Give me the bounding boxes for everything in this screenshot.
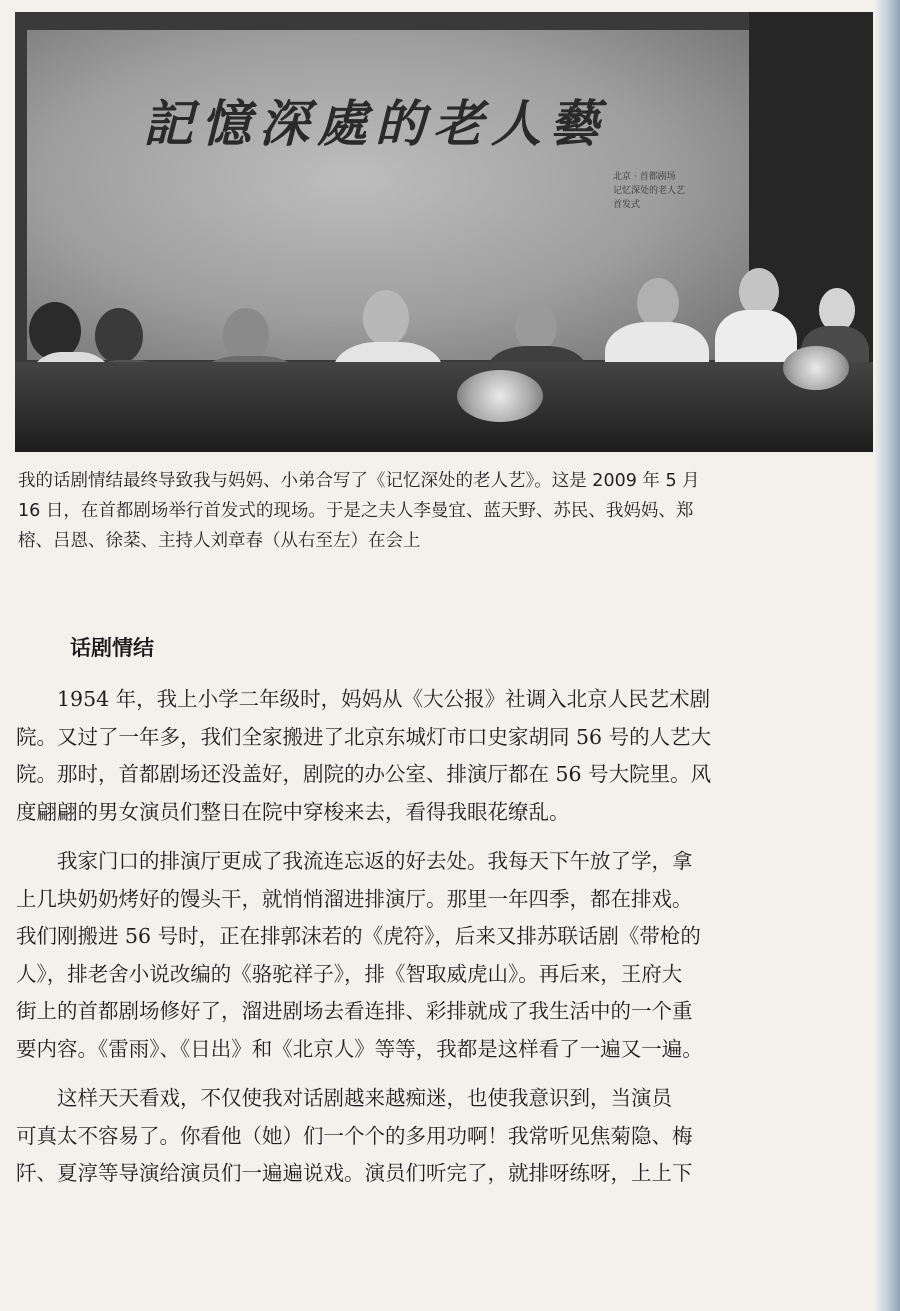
paragraph (16, 1080, 882, 1193)
text-line: 院。又过了一年多，我们全家搬进了北京东城灯市口史家胡同 56 号的人艺大 (16, 724, 712, 749)
photo-head-table (15, 362, 873, 452)
paragraph-gap (16, 831, 882, 843)
photo-banner-title: 記憶深處的老人藝 (143, 94, 607, 153)
banner-small-line: 北京 · 首都剧场 (613, 172, 676, 182)
text-line: 我家门口的排演厅更成了我流连忘返的好去处。我每天下午放了学，拿 (16, 849, 693, 873)
paragraph (16, 681, 882, 831)
photo-flower-arrangement (783, 346, 849, 390)
text-line: 街上的首都剧场修好了，溜进剧场去看连排、彩排就成了我生活中的一个重 (16, 999, 693, 1023)
text-line: 阡、夏淳等导演给演员们一遍遍说戏。演员们听完了，就排呀练呀，上上下 (16, 1161, 693, 1185)
text-line: 院。那时，首都剧场还没盖好，剧院的办公室、排演厅都在 56 号大院里。风 (16, 762, 712, 786)
text-line: 人》，排老舍小说改编的《骆驼祥子》，排《智取威虎山》。再后来，王府大 (16, 961, 683, 986)
banner-small-line: 首发式 (613, 200, 641, 210)
caption-line: 16 日，在首都剧场举行首发式的现场。于是之夫人李曼宜、蓝天野、苏民、我妈妈、郑 (18, 501, 694, 521)
text-line: 1954 年，我上小学二年级时，妈妈从《大公报》社调入北京人民艺术剧 (16, 687, 711, 711)
text-line: 上几块奶奶烤好的馒头干，就悄悄溜进排演厅。那里一年四季，都在排戏。 (16, 886, 693, 911)
text-line: 度翩翩的男女演员们整日在院中穿梭来去，看得我眼花缭乱。 (16, 799, 570, 824)
paragraph-gap (16, 1068, 882, 1080)
paragraph (16, 843, 882, 1068)
photo-flower-arrangement (457, 370, 543, 422)
caption-line: 我的话剧情结最终导致我与妈妈、小弟合写了《记忆深处的老人艺》。这是 2009 年 5 月 (18, 471, 700, 491)
text-line: 这样天天看戏，不仅使我对话剧越来越痴迷，也使我意识到，当演员 (16, 1086, 672, 1110)
text-line: 要内容。《雷雨》、《日出》和《北京人》等等，我都是这样看了一遍又一遍。 (16, 1036, 703, 1061)
event-photo (15, 12, 873, 452)
text-line: 我们刚搬进 56 号时，正在排郭沫若的《虎符》，后来又排苏联话剧《带枪的 (16, 924, 701, 948)
photo-caption (18, 466, 886, 556)
text-line: 可真太不容易了。你看他（她）们一个个的多用功啊！我常听见焦菊隐、梅 (16, 1123, 693, 1148)
section-heading: 话剧情结 (70, 636, 154, 660)
article-body (16, 681, 882, 1193)
caption-line: 榕、吕恩、徐棻、主持人刘章春（从右至左）在会上 (18, 531, 421, 551)
photo-banner-small-text (613, 170, 733, 212)
banner-small-line: 记忆深处的老人艺 (613, 186, 686, 196)
